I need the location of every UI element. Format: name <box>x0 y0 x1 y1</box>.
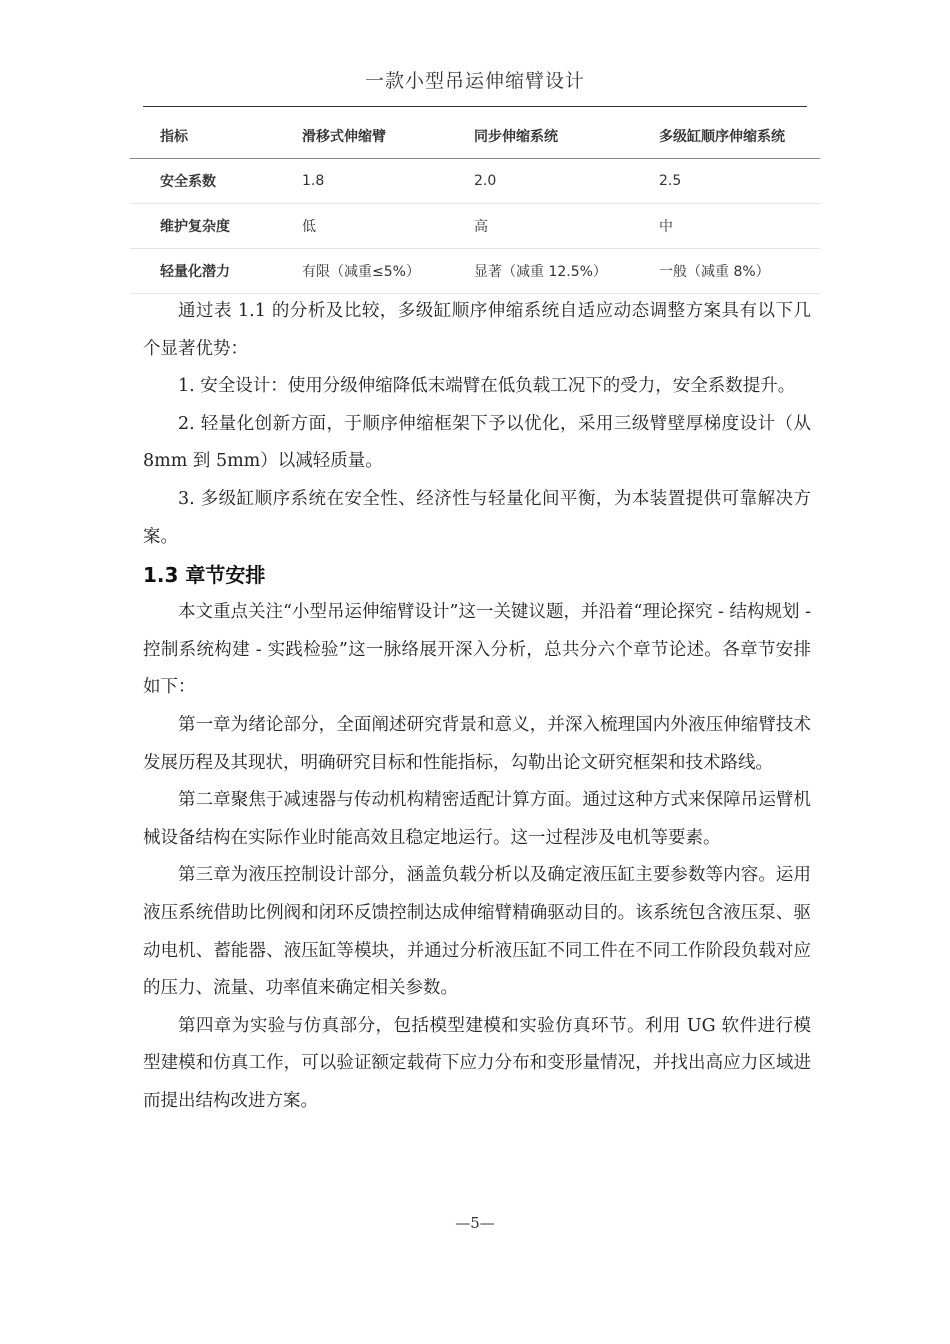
table-cell: 低 <box>302 204 474 249</box>
table-cell: 1.8 <box>302 159 474 204</box>
table-header-row <box>130 114 820 159</box>
table-cell: 安全系数 <box>130 159 302 204</box>
paragraph-chapter-3: 第三章为液压控制设计部分，涵盖负载分析以及确定液压缸主要参数等内容。运用液压系统借助比例阀和闭环反馈控制达成伸缩臂精确驱动目的。该系统包含液压泵、驱动电机、蓄能器、液压缸等模块，并通过分析液压缸不同工件在不同工作阶段负载对应的压力、流量、功率值来确定相关参数。 <box>143 865 811 999</box>
table-header-cell: 指标 <box>130 114 302 159</box>
table-row <box>130 204 820 249</box>
page-number: —5— <box>455 1214 495 1232</box>
table-cell: 有限（减重≤5%） <box>302 249 474 294</box>
table-cell: 轻量化潜力 <box>130 249 302 294</box>
running-header-title: 一款小型吊运伸缩臂设计 <box>364 70 585 92</box>
paragraph-advantage-balance: 3. 多级缸顺序系统在安全性、经济性与轻量化间平衡，为本装置提供可靠解决方案。 <box>143 488 811 547</box>
comparison-table <box>130 114 820 294</box>
table-row <box>130 159 820 204</box>
table-cell: 一般（减重 8%） <box>659 249 820 294</box>
paragraph-chapter-4: 第四章为实验与仿真部分，包括模型建模和实验仿真环节。利用 UG 软件进行模型建模和仿真工作，可以验证额定载荷下应力分布和变形量情况，并找出高应力区域进而提出结构改进方案。 <box>143 1015 811 1111</box>
section-heading: 1.3 章节安排 <box>143 563 266 588</box>
paragraph-chapter-overview: 本文重点关注“小型吊运伸缩臂设计”这一关键议题，并沿着“理论探究 - 结构规划 - 控制系统构建 - 实践检验”这一脉络展开深入分析，总共分六个章节论述。各章节安排如下： <box>143 602 811 698</box>
table-cell: 2.0 <box>474 159 659 204</box>
table-header-cell: 同步伸缩系统 <box>474 114 659 159</box>
table-cell: 显著（减重 12.5%） <box>474 249 659 294</box>
table-cell: 高 <box>474 204 659 249</box>
table-row <box>130 249 820 294</box>
paragraph-chapter-2: 第二章聚焦于减速器与传动机构精密适配计算方面。通过这种方式来保障吊运臂机械设备结构在实际作业时能高效且稳定地运行。这一过程涉及电机等要素。 <box>143 790 811 848</box>
table-header-cell: 多级缸顺序伸缩系统 <box>659 114 820 159</box>
table-header-cell: 滑移式伸缩臂 <box>302 114 474 159</box>
body-text <box>143 293 811 1120</box>
table-cell: 2.5 <box>659 159 820 204</box>
paragraph-chapter-1: 第一章为绪论部分，全面阐述研究背景和意义，并深入梳理国内外液压伸缩臂技术发展历程及其现状，明确研究目标和性能指标，勾勒出论文研究框架和技术路线。 <box>143 714 811 773</box>
paragraph-advantage-safety: 1. 安全设计：使用分级伸缩降低末端臂在低负载工况下的受力，安全系数提升。 <box>178 376 796 397</box>
table-cell: 中 <box>659 204 820 249</box>
paragraph-advantages-intro: 通过表 1.1 的分析及比较，多级缸顺序伸缩系统自适应动态调整方案具有以下几个显著优势： <box>143 301 811 359</box>
table-cell: 维护复杂度 <box>130 204 302 249</box>
paragraph-advantage-lightweight: 2. 轻量化创新方面，于顺序伸缩框架下予以优化，采用三级臂壁厚梯度设计（从 8mm 到 5mm）以减轻质量。 <box>143 413 811 472</box>
header-rule <box>143 106 807 107</box>
